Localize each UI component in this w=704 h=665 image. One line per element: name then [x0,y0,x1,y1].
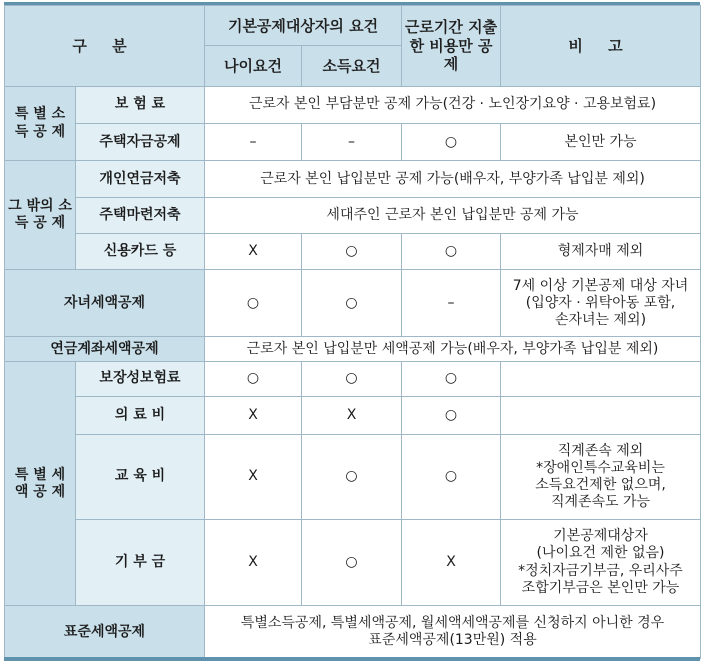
row-child-tax-credit-period: – [402,270,501,337]
row-credit-card-period: ○ [402,234,501,270]
row-credit-card-age: X [205,234,302,270]
row-medical-period: ○ [402,396,501,434]
header-category: 구 분 [5,6,205,87]
row-donation-label: 기 부 금 [76,519,205,606]
row-protective-insurance-income: ○ [302,362,402,396]
row-medical-label: 의 료 비 [76,396,205,434]
row-donation-income: ○ [302,519,402,606]
row-personal-pension-label: 개인연금저축 [76,161,205,197]
row-housing-fund-period: ○ [402,124,501,161]
row-protective-insurance-period: ○ [402,362,501,396]
row-credit-card-label: 신용카드 등 [76,234,205,270]
row-credit-card-income: ○ [302,234,402,270]
row-protective-insurance-remark [501,362,701,396]
row-housing-fund-label: 주택자금공제 [76,124,205,161]
row-education-income: ○ [302,434,402,519]
table-bottom-border [4,657,700,661]
group-special-tax-credit: 특 별 세 액 공 제 [5,362,76,606]
row-child-tax-credit-remark: 7세 이상 기본공제 대상 자녀 (입양자 · 위탁아동 포함, 손자녀는 제외) [501,270,701,337]
row-personal-pension-note: 근로자 본인 납입분만 공제 가능(배우자, 부양가족 납입분 제외) [205,161,701,197]
row-child-tax-credit-label: 자녀세액공제 [5,270,205,337]
row-medical-age: X [205,396,302,434]
row-standard-tax-credit-note: 특별소득공제, 특별세액공제, 월세액세액공제를 신청하지 아니한 경우 표준세액공제(13만원) 적용 [205,606,701,659]
row-education-period: ○ [402,434,501,519]
group-other-income-deduction: 그 밖의 소 득 공 제 [5,161,76,270]
row-housing-fund-remark: 본인만 가능 [501,124,701,161]
row-donation-period: X [402,519,501,606]
header-income: 소득요건 [302,46,402,86]
row-housing-savings-note: 세대주인 근로자 본인 납입분만 공제 가능 [205,197,701,233]
row-housing-fund-income: – [302,124,402,161]
row-medical-income: X [302,396,402,434]
row-donation-age: X [205,519,302,606]
row-insurance-label: 보 험 료 [76,86,205,123]
row-credit-card-remark: 형제자매 제외 [501,234,701,270]
row-protective-insurance-age: ○ [205,362,302,396]
row-donation-remark: 기본공제대상자 (나이요건 제한 없음) *정치자금기부금, 우리사주 조합기부금은 본인만 가능 [501,519,701,606]
header-basic-requirements: 기본공제대상자의 요건 [205,6,402,46]
row-insurance-note: 근로자 본인 부담분만 공제 가능(건강 · 노인장기요양 · 고용보험료) [205,86,701,123]
row-protective-insurance-label: 보장성보험료 [76,362,205,396]
row-standard-tax-credit-label: 표준세액공제 [5,606,205,659]
group-special-income-deduction: 특 별 소 득 공 제 [5,86,76,161]
row-housing-fund-age: – [205,124,302,161]
deduction-requirements-table [4,5,701,659]
row-education-label: 교 육 비 [76,434,205,519]
row-pension-account-note: 근로자 본인 납입분만 세액공제 가능(배우자, 부양가족 납입분 제외) [205,336,701,361]
row-child-tax-credit-income: ○ [302,270,402,337]
header-period-only: 근로기간 지출한 비용만 공제 [402,6,501,87]
row-pension-account-label: 연금계좌세액공제 [5,336,205,361]
row-education-age: X [205,434,302,519]
row-child-tax-credit-age: ○ [205,270,302,337]
row-medical-remark [501,396,701,434]
row-education-remark: 직계존속 제외 *장애인특수교육비는 소득요건제한 없으며, 직계존속도 가능 [501,434,701,519]
row-housing-savings-label: 주택마련저축 [76,197,205,233]
header-age: 나이요건 [205,46,302,86]
header-remarks: 비 고 [501,6,701,87]
